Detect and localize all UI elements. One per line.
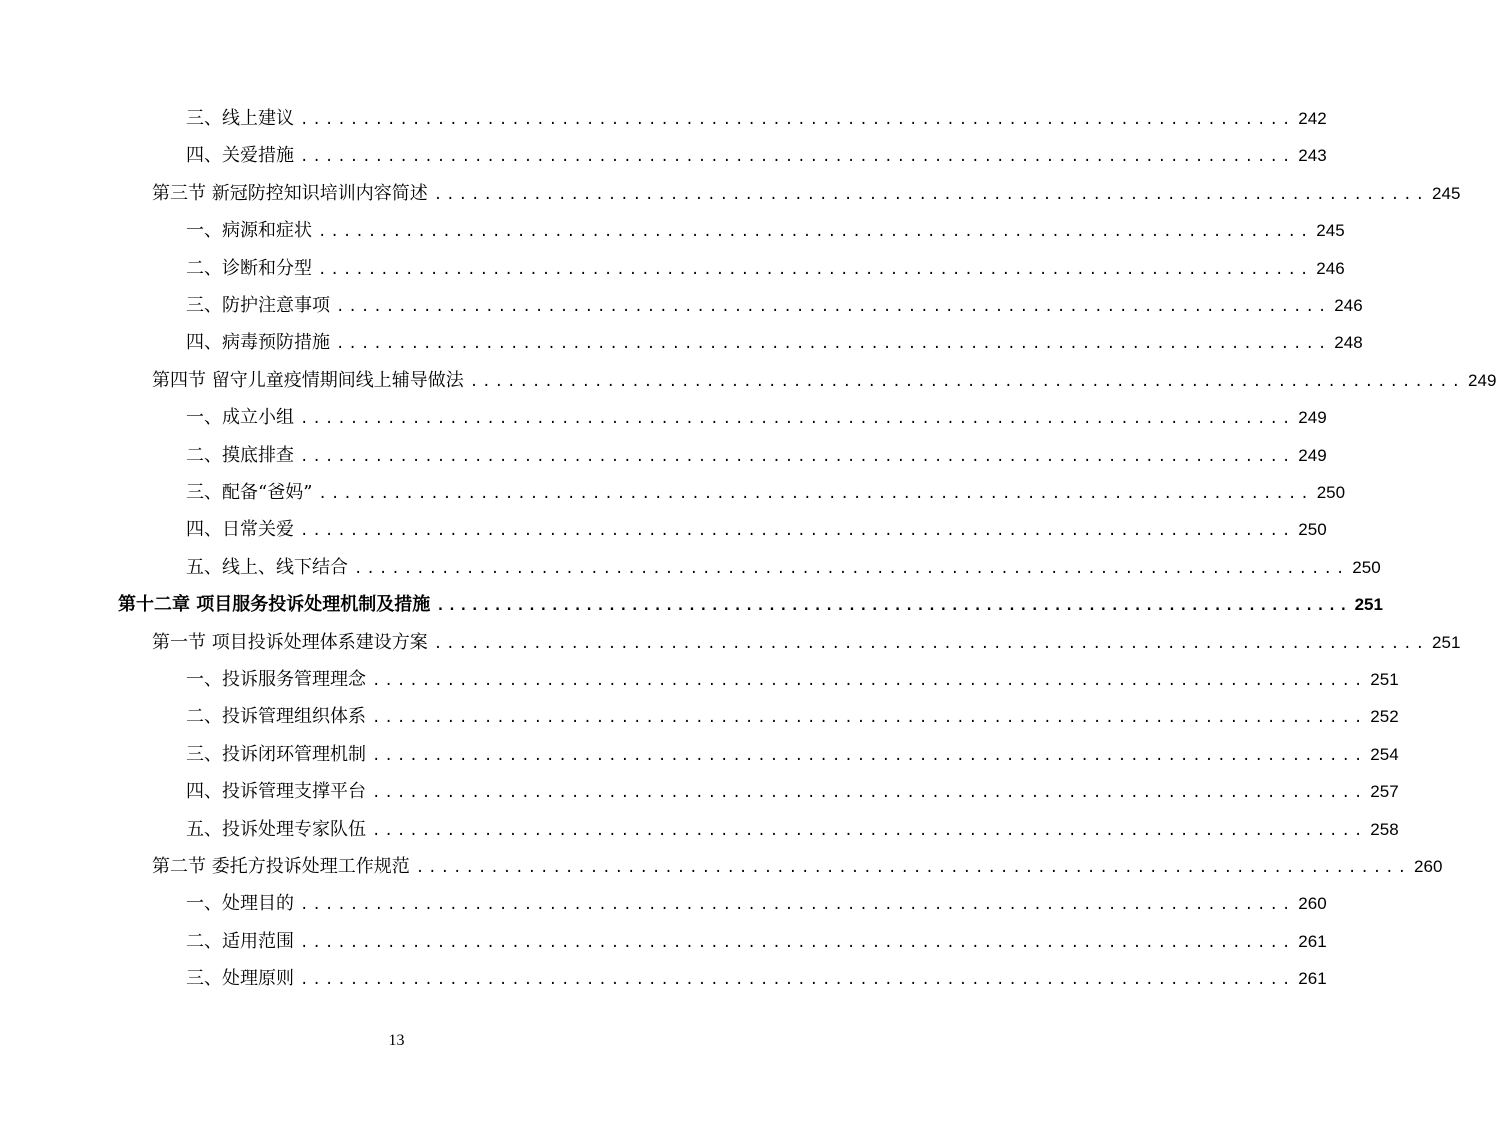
- toc-entry-page: 258: [1370, 819, 1399, 839]
- toc-subsection-entry[interactable]: [186, 698, 1399, 735]
- toc-entry-page: 248: [1334, 333, 1363, 353]
- toc-subsection-entry[interactable]: [186, 736, 1399, 773]
- toc-entry-title: 一、病源和症状: [186, 220, 312, 242]
- toc-leader-dots: ................................................................................: [469, 373, 1465, 390]
- toc-entry-title: 四、投诉管理支撑平台: [186, 781, 366, 803]
- toc-entry-page: 249: [1298, 408, 1327, 428]
- toc-entry-title: 三、线上建议: [186, 108, 294, 129]
- toc-subsection-entry[interactable]: [186, 549, 1381, 586]
- toc-entry-page: 249: [1468, 370, 1496, 390]
- toc-leader-dots: ................................................................................: [300, 934, 1295, 951]
- toc-subsection-entry[interactable]: [186, 960, 1327, 997]
- toc-leader-dots: ................................................................................: [354, 560, 1349, 577]
- toc-section-entry[interactable]: [152, 175, 1461, 212]
- toc-subsection-entry[interactable]: [186, 811, 1399, 848]
- toc-leader-dots: ................................................................................: [372, 747, 1367, 764]
- toc-entry-title: 三、配备“爸妈”: [186, 482, 313, 503]
- toc-entry-page: 252: [1370, 707, 1399, 727]
- toc-leader-dots: ................................................................................: [318, 224, 1313, 241]
- toc-entry-page: 254: [1370, 744, 1399, 764]
- toc-entry-page: 250: [1352, 557, 1381, 577]
- toc-subsection-entry[interactable]: [186, 885, 1327, 922]
- toc-leader-dots: ................................................................................: [300, 972, 1295, 989]
- toc-section-entry[interactable]: [152, 848, 1443, 885]
- toc-entry-page: 251: [1432, 632, 1461, 652]
- toc-leader-dots: ................................................................................: [300, 149, 1295, 166]
- toc-entry-title: 四、日常关爱: [186, 519, 294, 541]
- toc-entry-page: 250: [1316, 483, 1346, 502]
- toc-entry-page: 261: [1298, 969, 1327, 989]
- toc-section-entry[interactable]: [152, 624, 1461, 661]
- toc-entry-title: 一、投诉服务管理理念: [186, 669, 366, 690]
- toc-subsection-entry[interactable]: [186, 399, 1327, 436]
- toc-entry-title: 三、投诉闭环管理机制: [186, 743, 366, 765]
- toc-entry-title: 二、诊断和分型: [186, 257, 312, 279]
- toc-leader-dots: ................................................................................: [300, 448, 1295, 465]
- toc-entry-title: 四、病毒预防措施: [186, 332, 330, 354]
- toc-subsection-entry[interactable]: [186, 437, 1327, 474]
- toc-subsection-entry[interactable]: [186, 250, 1345, 287]
- toc-entry-page: 260: [1298, 894, 1327, 914]
- toc-entry-title: 一、处理目的: [186, 893, 294, 915]
- toc-subsection-entry[interactable]: [186, 324, 1363, 361]
- toc-entry-title: 第四节 留守儿童疫情期间线上辅导做法: [152, 369, 464, 391]
- toc-entry-title: 五、线上、线下结合: [186, 556, 348, 578]
- toc-leader-dots: ................................................................................: [436, 598, 1351, 615]
- toc-entry-page: 261: [1298, 931, 1327, 951]
- toc-subsection-entry[interactable]: [186, 773, 1399, 810]
- toc-leader-dots: ................................................................................: [372, 822, 1367, 839]
- toc-leader-dots: ................................................................................: [336, 336, 1331, 353]
- toc-leader-dots: ................................................................................: [433, 186, 1429, 203]
- toc-entry-title: 四、关爱措施: [186, 145, 294, 167]
- toc-subsection-entry[interactable]: [186, 212, 1345, 249]
- toc-entry-title: 五、投诉处理专家队伍: [186, 818, 366, 840]
- toc-entry-page: 250: [1298, 520, 1327, 540]
- toc-leader-dots: ................................................................................: [318, 486, 1313, 502]
- toc-entry-page: 246: [1316, 258, 1345, 278]
- toc-entry-page: 260: [1414, 857, 1443, 876]
- toc-entry-page: 249: [1298, 445, 1327, 465]
- toc-subsection-entry[interactable]: [186, 474, 1346, 511]
- toc-entry-title: 第十二章 项目服务投诉处理机制及措施: [118, 594, 431, 616]
- toc-subsection-entry[interactable]: [186, 511, 1327, 548]
- toc-leader-dots: ................................................................................: [300, 897, 1295, 914]
- toc-subsection-entry[interactable]: [186, 100, 1327, 137]
- toc-section-entry[interactable]: [152, 362, 1496, 399]
- toc-entry-title: 第三节 新冠防控知识培训内容简述: [152, 182, 428, 204]
- toc-leader-dots: ................................................................................: [372, 673, 1367, 689]
- toc-subsection-entry[interactable]: [186, 287, 1363, 324]
- toc-subsection-entry[interactable]: [186, 661, 1399, 698]
- toc-leader-dots: ................................................................................: [300, 523, 1295, 540]
- toc-leader-dots: ................................................................................: [433, 635, 1429, 652]
- toc-entry-title: 一、成立小组: [186, 407, 294, 429]
- toc-chapter-entry[interactable]: [118, 586, 1383, 623]
- toc-entry-title: 三、处理原则: [186, 968, 294, 990]
- toc-entry-page: 246: [1334, 296, 1363, 315]
- toc-leader-dots: ................................................................................: [300, 411, 1295, 428]
- toc-subsection-entry[interactable]: [186, 923, 1327, 960]
- toc-entry-title: 二、投诉管理组织体系: [186, 706, 366, 728]
- toc-leader-dots: ................................................................................: [415, 860, 1411, 876]
- toc-leader-dots: ................................................................................: [300, 112, 1295, 128]
- toc-subsection-entry[interactable]: [186, 137, 1327, 174]
- toc-entry-title: 二、适用范围: [186, 930, 294, 952]
- toc-entry-page: 243: [1298, 146, 1327, 166]
- toc-entry-page: 242: [1298, 109, 1327, 128]
- toc-leader-dots: ................................................................................: [336, 299, 1331, 315]
- toc-entry-page: 251: [1370, 670, 1399, 689]
- toc-entry-title: 二、摸底排查: [186, 444, 294, 466]
- toc-entry-page: 257: [1370, 782, 1399, 802]
- toc-entry-title: 第二节 委托方投诉处理工作规范: [152, 856, 410, 877]
- toc-leader-dots: ................................................................................: [372, 785, 1367, 802]
- toc-entry-title: 第一节 项目投诉处理体系建设方案: [152, 631, 428, 653]
- toc-entry-page: 251: [1354, 595, 1383, 615]
- toc-entry-title: 三、防护注意事项: [186, 295, 330, 316]
- page-number: 13: [388, 1032, 405, 1049]
- toc-entry-page: 245: [1316, 221, 1345, 241]
- toc-leader-dots: ................................................................................: [318, 261, 1313, 278]
- toc-leader-dots: ................................................................................: [372, 710, 1367, 727]
- toc-entry-page: 245: [1432, 183, 1461, 203]
